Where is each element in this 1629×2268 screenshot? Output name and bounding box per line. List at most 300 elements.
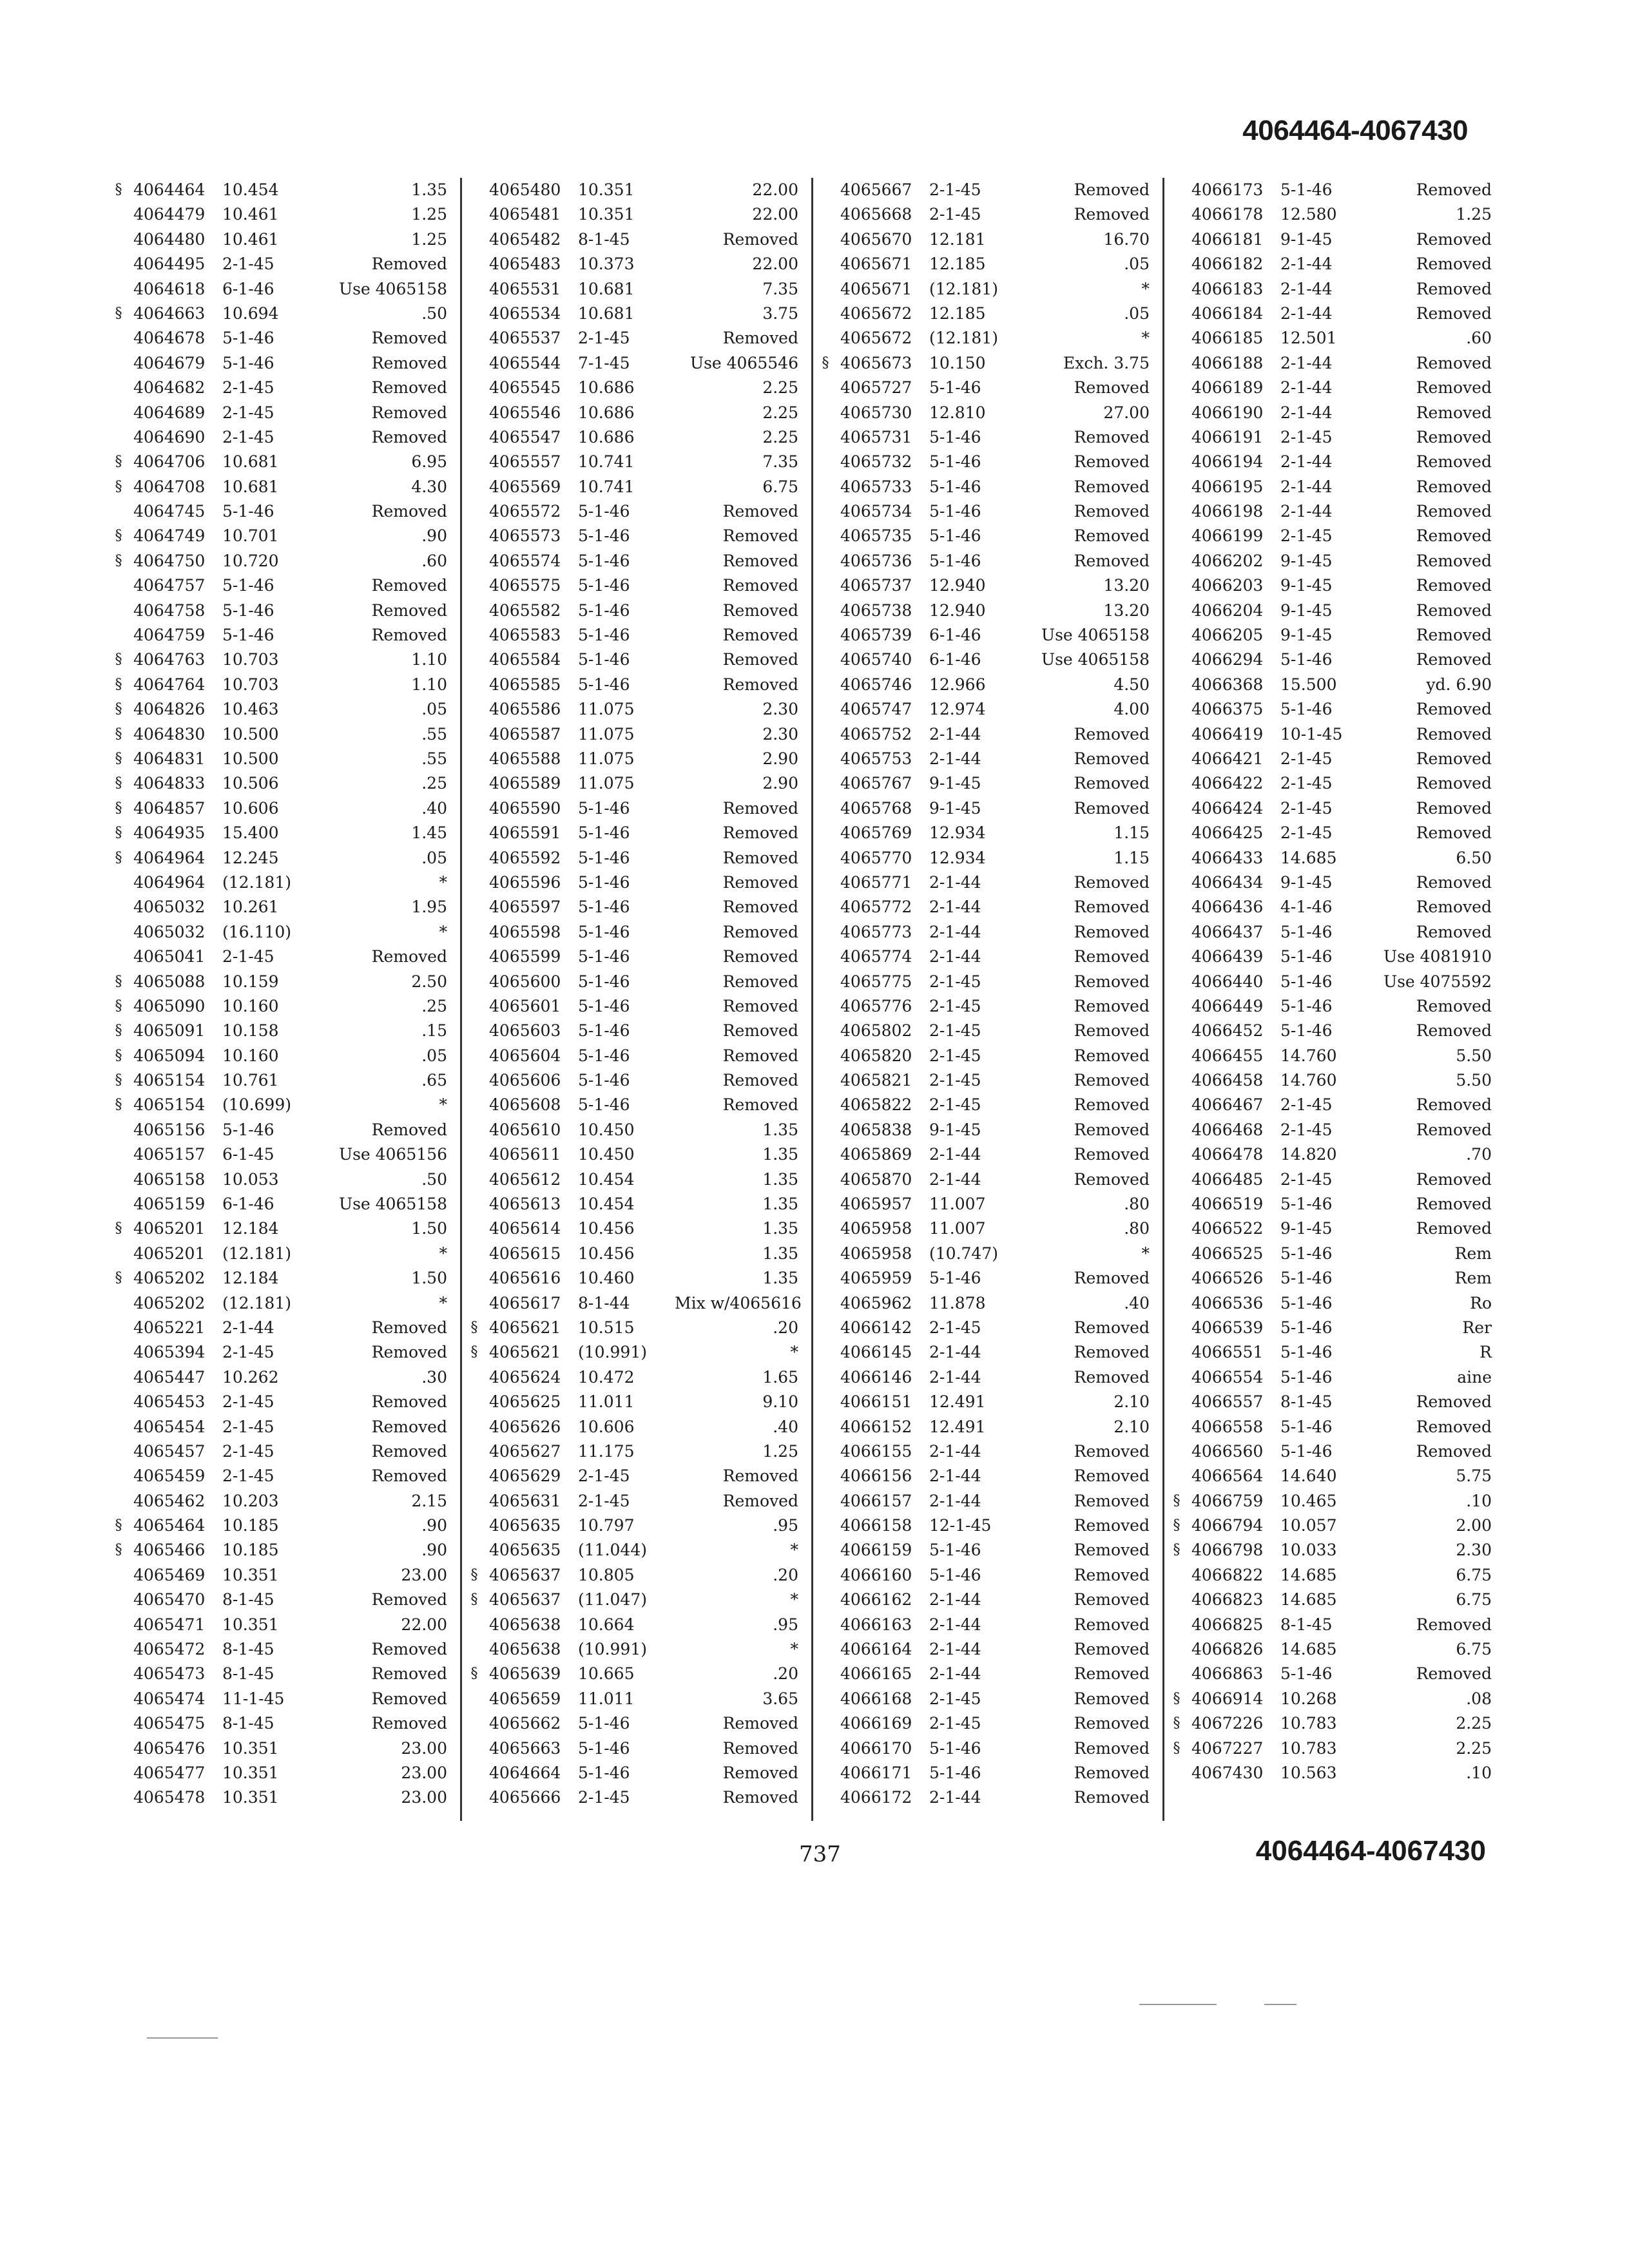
status-value: .55 [421,749,447,768]
column-4 [1164,178,1505,1821]
date-or-price: (10.991) [578,1343,647,1362]
section-mark: § [115,750,122,767]
status-value: 1.35 [762,1219,798,1238]
date-or-price: 2-1-45 [1280,1095,1333,1115]
section-mark [106,1439,131,1464]
section-mark [813,1736,838,1761]
parts-table [106,178,1505,1821]
table-row [813,870,1152,895]
section-mark [462,722,487,747]
date-or-price: 5-1-46 [578,996,630,1015]
part-number: 4066455 [1191,1046,1264,1065]
date-or-price: 5-1-46 [1280,1269,1333,1288]
part-number: 4066156 [840,1466,912,1486]
date-or-price: 10.563 [1280,1763,1337,1782]
status-value: 3.75 [762,303,798,323]
status-value: Use 4075592 [1383,972,1492,991]
date-or-price: 5-1-46 [1280,180,1333,199]
status-value: .70 [1466,1145,1492,1164]
part-number: 4065631 [489,1491,561,1510]
status-value: Ro [1470,1293,1492,1312]
part-number: 4065201 [133,1219,206,1238]
date-or-price: 2-1-45 [1280,526,1333,546]
table-row [462,1588,801,1612]
table-row [813,648,1152,672]
status-value: 22.00 [752,255,798,274]
part-number: 4064757 [133,576,206,595]
date-or-price: 5-1-46 [578,601,630,620]
table-row [462,747,801,771]
section-mark: § [115,651,122,668]
table-row [1164,747,1494,771]
status-value: * [439,1293,447,1312]
part-number: 4065090 [133,996,206,1015]
part-number: 4065608 [489,1095,561,1115]
status-value: Removed [722,626,798,645]
part-number: 4065032 [133,922,206,941]
table-row [1164,1563,1494,1588]
scan-artifact-line [1139,2004,1217,2005]
table-row [462,549,801,573]
status-value: Removed [1416,1021,1492,1041]
part-number: 4065775 [840,972,912,991]
section-mark: § [115,305,122,322]
section-mark [813,1365,838,1390]
status-value: Removed [371,353,447,372]
part-number: 4065820 [840,1046,912,1065]
date-or-price: (10.991) [578,1640,647,1659]
date-or-price: 2-1-44 [1280,303,1333,323]
status-value: .15 [421,1021,447,1041]
date-or-price: 10.373 [578,255,635,274]
status-value: 1.25 [1456,205,1492,224]
table-row [813,1168,1152,1192]
section-mark [813,846,838,870]
date-or-price: 14.685 [1280,1590,1337,1610]
table-row [1164,920,1494,945]
section-mark [813,1514,838,1538]
date-or-price: 10.158 [222,1021,279,1041]
table-row [462,1291,801,1316]
date-or-price: (10.699) [222,1095,291,1115]
status-value: 6.50 [1456,848,1492,867]
status-value: Removed [371,329,447,348]
table-row [1164,1736,1494,1761]
status-value: .05 [421,1046,447,1065]
date-or-price: 2-1-45 [929,180,981,199]
part-number: 4065663 [489,1738,561,1758]
date-or-price: 2-1-44 [929,1615,981,1634]
status-value: .20 [773,1664,798,1684]
part-number: 4065547 [489,427,561,447]
status-value: aine [1457,1367,1492,1387]
table-row [813,1390,1152,1414]
table-row [813,1242,1152,1266]
part-number: 4065727 [840,378,912,398]
table-row [106,970,450,994]
part-number: 4066419 [1191,724,1264,744]
status-value: Removed [1416,353,1492,372]
section-mark: § [115,1047,122,1064]
section-mark [1164,1044,1189,1068]
part-number: 4065822 [840,1095,912,1115]
part-number: 4065156 [133,1120,206,1139]
part-number: 4065672 [840,329,912,348]
table-row [106,1192,450,1216]
part-number: 4066188 [1191,353,1264,372]
table-row [106,1489,450,1514]
date-or-price: 5-1-46 [222,353,275,372]
date-or-price: 2-1-45 [222,1466,275,1486]
section-mark [813,302,838,326]
date-or-price: 2-1-44 [929,1466,981,1486]
part-number: 4065469 [133,1565,206,1584]
section-mark [462,1216,487,1241]
date-or-price: 2-1-45 [929,1046,981,1065]
table-row [813,1365,1152,1390]
date-or-price: 5-1-46 [578,526,630,546]
date-or-price: 11.011 [578,1392,635,1412]
section-mark [462,697,487,722]
status-value: Removed [1416,1441,1492,1461]
status-value: Removed [722,996,798,1015]
part-number: 4066294 [1191,650,1264,669]
date-or-price: 11.878 [929,1293,986,1312]
table-row [813,376,1152,400]
table-row [462,202,801,227]
part-number: 4065668 [840,205,912,224]
status-value: 6.95 [411,452,447,472]
status-value: Removed [371,502,447,521]
date-or-price: 2-1-44 [1280,502,1333,521]
section-mark [813,1242,838,1266]
section-mark [1164,970,1189,994]
date-or-price: 11.075 [578,724,635,744]
status-value: Removed [722,922,798,941]
status-value: 2.25 [1456,1714,1492,1733]
part-number: 4065627 [489,1441,561,1461]
part-number: 4066522 [1191,1219,1264,1238]
date-or-price: 9-1-45 [1280,626,1333,645]
date-or-price: 10.681 [578,303,635,323]
part-number: 4065572 [489,502,561,521]
date-or-price: 8-1-45 [1280,1392,1333,1412]
date-or-price: 2-1-44 [929,1169,981,1189]
date-or-price: 10.159 [222,972,279,991]
table-row [1164,1514,1494,1538]
section-mark [462,1266,487,1291]
section-mark [813,673,838,697]
section-mark [462,277,487,302]
part-number: 4064964 [133,872,206,892]
status-value: 1.35 [762,1169,798,1189]
table-row [462,648,801,672]
date-or-price: 10.720 [222,551,279,570]
table-row [106,1242,450,1266]
part-number: 4065666 [489,1788,561,1807]
part-number: 4066202 [1191,551,1264,570]
section-mark [1164,945,1189,969]
status-value: Removed [1074,898,1150,917]
table-row [462,475,801,499]
date-or-price: 8-1-45 [1280,1615,1333,1634]
table-row [106,1291,450,1316]
table-row [813,1093,1152,1117]
table-row [106,1093,450,1117]
table-row [1164,673,1494,697]
table-row [1164,895,1494,919]
date-or-price: 2-1-44 [929,898,981,917]
table-row [106,1736,450,1761]
status-value: Removed [722,650,798,669]
section-mark [813,945,838,969]
part-number: 4066825 [1191,1615,1264,1634]
section-mark [813,994,838,1019]
part-number: 4066184 [1191,303,1264,323]
status-value: Removed [371,1664,447,1684]
status-value: .30 [421,1367,447,1387]
status-value: Removed [371,1640,447,1659]
part-number: 4065481 [489,205,561,224]
section-mark: § [115,676,122,693]
status-value: Removed [722,1071,798,1090]
section-mark [1164,747,1189,771]
status-value: 5.50 [1456,1046,1492,1065]
date-or-price: 12.491 [929,1417,986,1436]
status-value: .05 [421,700,447,719]
section-mark [813,1216,838,1241]
status-value: Removed [1074,922,1150,941]
section-mark [462,1736,487,1761]
table-row [462,351,801,376]
status-value: 23.00 [401,1788,447,1807]
section-mark [1164,599,1189,623]
table-row [1164,1365,1494,1390]
section-mark: § [115,1517,122,1534]
date-or-price: 5-1-46 [1280,972,1333,991]
date-or-price: 5-1-46 [929,551,981,570]
section-mark [1164,1340,1189,1365]
table-row [106,1538,450,1562]
date-or-price: 5-1-46 [929,1541,981,1560]
table-row [1164,326,1494,351]
part-number: 4064708 [133,477,206,496]
part-number: 4065585 [489,675,561,694]
date-or-price: 9-1-45 [1280,576,1333,595]
section-mark [462,1118,487,1142]
table-row [813,1019,1152,1043]
part-number: 4066433 [1191,848,1264,867]
section-mark [106,1168,131,1192]
table-row [462,1365,801,1390]
table-row [106,401,450,425]
part-number: 4065962 [840,1293,912,1312]
table-row [813,1142,1152,1167]
date-or-price: 14.685 [1280,848,1337,867]
table-row [106,1439,450,1464]
status-value: 9.10 [762,1392,798,1412]
date-or-price: 5-1-46 [929,477,981,496]
date-or-price: 5-1-46 [1280,1021,1333,1041]
section-mark: § [1173,1517,1181,1534]
part-number: 4066203 [1191,576,1264,595]
section-mark [1164,1563,1189,1588]
status-value: 1.35 [762,1195,798,1214]
status-value: Removed [371,255,447,274]
part-number: 4065466 [133,1541,206,1560]
status-value: .90 [421,526,447,546]
table-row [462,1736,801,1761]
date-or-price: 5-1-46 [578,1021,630,1041]
table-row [813,326,1152,351]
date-or-price: 5-1-46 [578,1714,630,1733]
date-or-price: 10.472 [578,1367,635,1387]
part-number: 4064830 [133,724,206,744]
part-number: 4066164 [840,1640,912,1659]
section-mark [462,821,487,845]
status-value: .20 [773,1565,798,1584]
table-row [462,673,801,697]
status-value: 1.15 [1113,823,1150,843]
part-number: 4065869 [840,1145,912,1164]
part-number: 4065670 [840,229,912,249]
table-row [1164,1637,1494,1662]
status-value: 2.30 [1456,1541,1492,1560]
section-mark [462,1637,487,1662]
table-row [813,1736,1152,1761]
date-or-price: 8-1-45 [222,1590,275,1610]
status-value: Removed [371,1590,447,1610]
table-row [462,326,801,351]
date-or-price: 2-1-45 [222,1417,275,1436]
section-mark: § [115,775,122,792]
date-or-price: 10.261 [222,898,279,917]
status-value: R [1480,1343,1492,1362]
date-or-price: 12.940 [929,576,986,595]
table-row [813,599,1152,623]
date-or-price: 5-1-46 [1280,1293,1333,1312]
status-value: Removed [1074,1021,1150,1041]
part-number: 4066421 [1191,749,1264,768]
status-value: 7.35 [762,279,798,298]
date-or-price: 5-1-46 [1280,996,1333,1015]
status-value: Removed [1074,1615,1150,1634]
part-number: 4065201 [133,1244,206,1263]
table-row [813,1464,1152,1488]
section-mark [462,1390,487,1414]
part-number: 4065753 [840,749,912,768]
status-value: Removed [1074,1343,1150,1362]
date-or-price: 2-1-45 [1280,749,1333,768]
section-mark [462,623,487,648]
section-mark [462,994,487,1019]
table-row [106,1142,450,1167]
part-number: 4065094 [133,1046,206,1065]
date-or-price: 10.664 [578,1615,635,1634]
status-value: .05 [421,848,447,867]
date-or-price: 5-1-46 [578,1738,630,1758]
table-row [462,1761,801,1785]
status-value: 1.10 [411,650,447,669]
table-row [1164,1216,1494,1241]
status-value: Removed [1416,823,1492,843]
date-or-price: 5-1-46 [1280,1318,1333,1337]
status-value: Removed [1416,1219,1492,1238]
part-number: 4066452 [1191,1021,1264,1041]
table-row [462,1489,801,1514]
date-or-price: 2-1-45 [578,1788,630,1807]
part-number: 4065590 [489,798,561,818]
section-mark [462,1711,487,1736]
table-row [106,846,450,870]
date-or-price: 12.940 [929,601,986,620]
part-number: 4066440 [1191,972,1264,991]
section-mark [106,895,131,919]
part-number: 4065959 [840,1269,912,1288]
section-mark: § [115,1097,122,1113]
table-row [813,1687,1152,1711]
status-value: Removed [722,872,798,892]
status-value: Removed [1416,1169,1492,1189]
date-or-price: 6-1-45 [222,1145,275,1164]
status-value: * [790,1590,798,1610]
part-number: 4065672 [840,303,912,323]
part-number: 4066142 [840,1318,912,1337]
date-or-price: 2-1-44 [1280,279,1333,298]
section-mark [813,771,838,796]
section-mark [1164,623,1189,648]
status-value: 1.15 [1113,848,1150,867]
status-value: .05 [1124,255,1150,274]
section-mark [106,1785,131,1810]
section-mark: § [115,1220,122,1237]
part-number: 4065838 [840,1120,912,1139]
table-row [462,1538,801,1562]
section-mark [1164,1613,1189,1637]
section-mark [813,970,838,994]
status-value: .90 [421,1541,447,1560]
table-row [813,1514,1152,1538]
table-row [1164,524,1494,548]
table-row [1164,697,1494,722]
part-number: 4066194 [1191,452,1264,472]
section-mark [1164,846,1189,870]
status-value: Removed [1416,922,1492,941]
part-number: 4065802 [840,1021,912,1041]
table-row [462,227,801,252]
date-or-price: 5-1-46 [1280,1417,1333,1436]
date-or-price: 8-1-44 [578,1293,630,1312]
section-mark [813,376,838,400]
status-value: Removed [371,1689,447,1708]
table-row [462,846,801,870]
section-mark [106,351,131,376]
status-value: 1.25 [411,229,447,249]
status-value: 23.00 [401,1738,447,1758]
part-number: 4065617 [489,1293,561,1312]
date-or-price: 2-1-45 [578,1466,630,1486]
part-number: 4065613 [489,1195,561,1214]
date-or-price: 5-1-46 [1280,1367,1333,1387]
part-number: 4065769 [840,823,912,843]
section-mark [1164,1242,1189,1266]
status-value: Removed [1416,798,1492,818]
part-number: 4066525 [1191,1244,1264,1263]
section-mark [462,1687,487,1711]
part-number: 4065738 [840,601,912,620]
status-value: Rem [1454,1244,1492,1263]
section-mark [462,376,487,400]
